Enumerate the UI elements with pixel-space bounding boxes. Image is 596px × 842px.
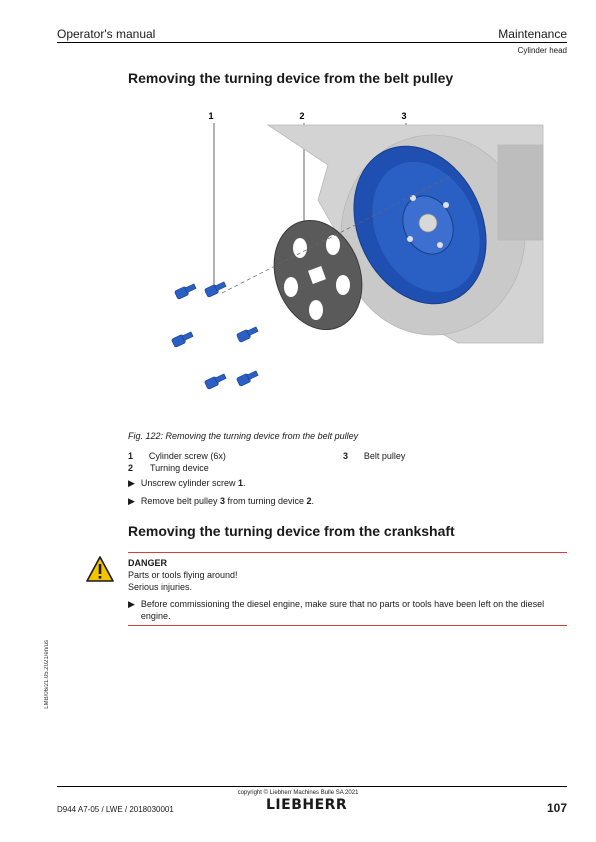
warning-triangle-icon <box>85 555 115 583</box>
cylinder-screws-graphic <box>171 280 259 389</box>
callout-3: 3 <box>401 111 407 121</box>
liebherr-logo: LIEBHERR <box>266 797 348 813</box>
legend-number: 3 <box>343 451 349 461</box>
legend-row <box>128 450 558 462</box>
legend-row <box>128 462 558 474</box>
header-manual-title: Operator's manual <box>57 27 156 41</box>
arrow-bullet-icon: ▶ <box>128 496 135 506</box>
step-text: Remove belt pulley 3 from turning device 2. <box>140 496 315 506</box>
legend-number: 2 <box>128 463 134 473</box>
instruction-step-remove-pulley <box>128 496 314 507</box>
danger-notice <box>128 557 238 593</box>
danger-bottom-rule <box>128 625 567 626</box>
header-subchapter: Cylinder head <box>517 46 567 55</box>
callout-2: 2 <box>299 111 305 121</box>
danger-step-text: Before commissioning the diesel engine, make sure that no parts or tools have been left on the diesel engine. <box>140 599 545 621</box>
figure-legend <box>128 450 558 474</box>
page-number: 107 <box>546 801 567 815</box>
legend-text: Belt pulley <box>363 451 406 461</box>
figure-caption: Fig. 122: Removing the turning device from the belt pulley <box>128 431 359 441</box>
section-title-belt-pulley: Removing the turning device from the belt pulley <box>128 70 454 86</box>
step-text: Unscrew cylinder screw 1. <box>140 478 246 488</box>
footer-document-id: D944 A7-05 / LWE / 2018030001 <box>57 805 174 814</box>
danger-consequence: Serious injuries. <box>128 582 193 592</box>
arrow-bullet-icon: ▶ <box>128 478 135 488</box>
footer-divider <box>57 786 567 787</box>
callout-1: 1 <box>208 111 214 121</box>
instruction-step-unscrew <box>128 478 245 489</box>
header-chapter: Maintenance <box>498 27 567 41</box>
legend-number: 1 <box>128 451 134 461</box>
danger-title: DANGER <box>128 558 168 568</box>
danger-instruction <box>128 598 568 622</box>
danger-hazard: Parts or tools flying around! <box>128 570 238 580</box>
figure-turning-device <box>128 105 548 425</box>
side-document-code: LMB/06/21.05.2021/en/us <box>44 640 50 709</box>
section-title-crankshaft: Removing the turning device from the crankshaft <box>128 523 455 539</box>
legend-text: Cylinder screw (6x) <box>148 451 226 461</box>
legend-text: Turning device <box>150 463 209 473</box>
footer-copyright: copyright © Liebherr Machines Bulle SA 2021 <box>237 790 359 796</box>
arrow-bullet-icon: ▶ <box>128 599 135 609</box>
danger-top-rule <box>128 552 567 553</box>
header-divider <box>57 42 567 43</box>
